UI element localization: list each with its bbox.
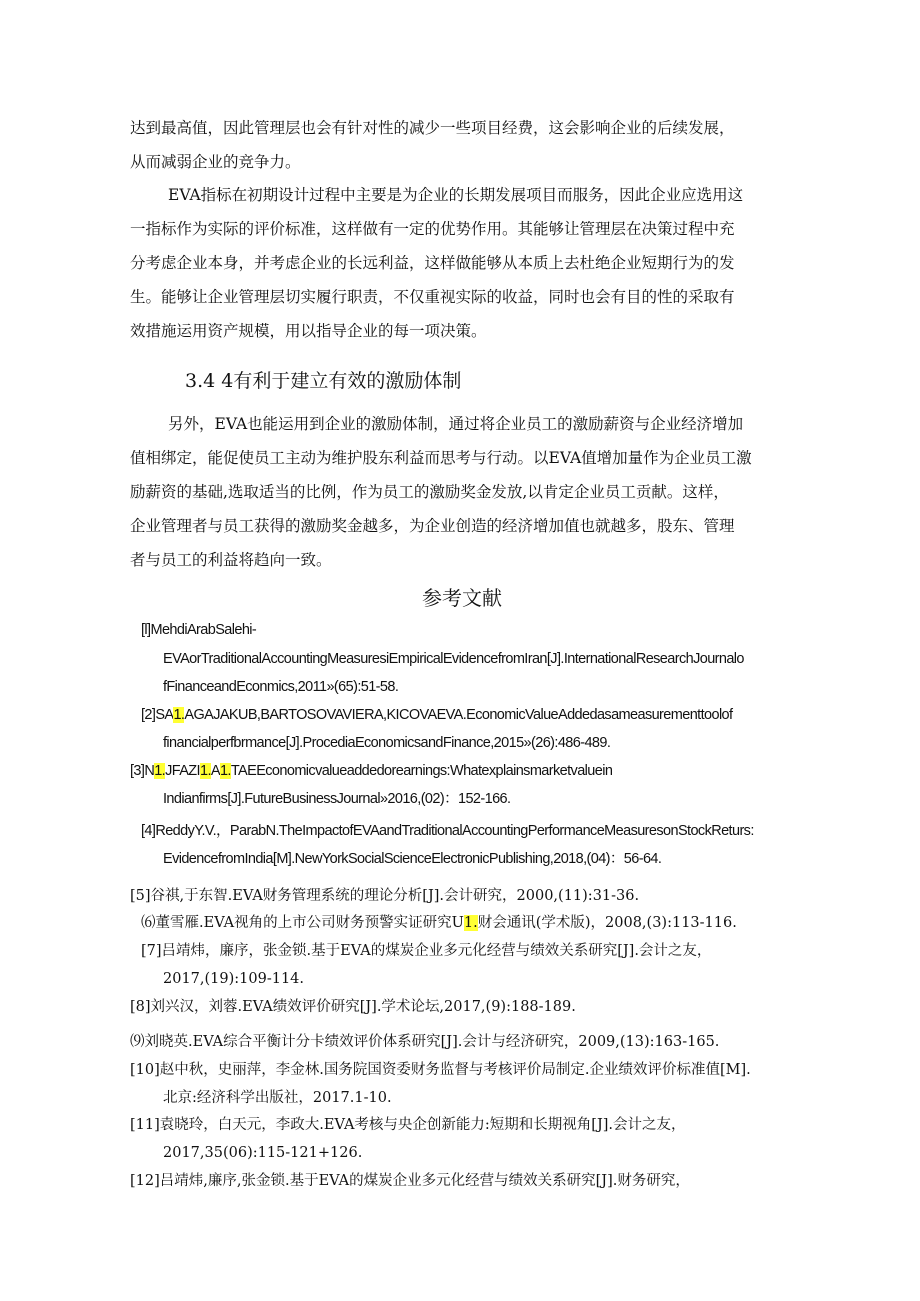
para2-line4: 生。能够让企业管理层切实履行职责，不仅重视实际的收益，同时也会有目的性的采取有 xyxy=(130,288,735,306)
para2-line1: EVA指标在初期设计过程中主要是为企业的长期发展项目而服务，因此企业应选用这 xyxy=(168,186,744,204)
ref1-line1: [l]MehdiArabSalehi- xyxy=(141,622,257,638)
highlight-mark: 1. xyxy=(463,915,478,931)
highlight-mark: 1. xyxy=(219,763,231,779)
section-heading: 3.4 4有利于建立有效的激励体制 xyxy=(185,370,462,392)
ref2-line2: financialperfbrmance[J].ProcediaEconomicsandFinance,2015»(26):486-489. xyxy=(163,735,611,751)
ref3-line2: Indianfirms[J].FutureBusinessJournal»2016,(02)：152-166. xyxy=(163,791,511,807)
ref7-line1: [7]吕靖炜，廉序，张金锁.基于EVA的煤炭企业多元化经营与绩效关系研究[J].会计之友， xyxy=(141,943,712,959)
ref7-line2: 2017,(19):109-114. xyxy=(163,971,305,987)
ref10-line2: 北京:经济科学出版社，2017.1-10. xyxy=(163,1090,392,1106)
references-title: 参考文献 xyxy=(422,586,502,610)
ref4-line2: EvidencefromIndia[M].NewYorkSocialScienceElectronicPublishing,2018,(04)：56-64. xyxy=(163,851,662,867)
ref10-line1: [10]赵中秋，史丽萍，李金林.国务院国资委财务监督与考核评价局制定.企业绩效评价标准值[M]. xyxy=(130,1062,751,1078)
ref6: ⑹董雪雁.EVA视角的上市公司财务预警实证研究U1.财会通讯(学术版)，2008,(3):113-116. xyxy=(141,915,737,931)
ref9: ⑼刘晓英.EVA综合平衡计分卡绩效评价体系研究[J].会计与经济研究，2009,(13):163-165. xyxy=(130,1034,720,1050)
para3-line3: 励薪资的基础,选取适当的比例，作为员工的激励奖金发放,以肯定企业员工贡献。这样， xyxy=(130,483,729,501)
ref12-line1: [12]吕靖炜,廉序,张金锁.基于EVA的煤炭企业多元化经营与绩效关系研究[J].财务研究， xyxy=(130,1173,690,1189)
highlight-mark: 1. xyxy=(199,763,211,779)
para3-line2: 值相绑定，能促使员工主动为维护股东利益而思考与行动。以EVA值增加量作为企业员工激 xyxy=(130,449,752,467)
ref1-line3: fFinanceandEconmics,2011»(65):51-58. xyxy=(163,679,399,695)
para3-line5: 者与员工的利益将趋向一致。 xyxy=(130,551,332,569)
para2-line2: 一指标作为实际的评价标准，这样做有一定的优势作用。其能够让管理层在决策过程中充 xyxy=(130,220,735,238)
para1-line2: 从而减弱企业的竞争力。 xyxy=(130,153,301,171)
para1-line1: 达到最高值，因此管理层也会有针对性的减少一些项目经费，这会影响企业的后续发展， xyxy=(130,119,735,137)
para3-line1: 另外，EVA也能运用到企业的激励体制，通过将企业员工的激励薪资与企业经济增加 xyxy=(168,415,744,433)
para2-line3: 分考虑企业本身，并考虑企业的长远利益，这样做能够从本质上去杜绝企业短期行为的发 xyxy=(130,254,735,272)
ref3-line1: [3]N1.JFAZI1.A1.TAEEconomicvalueaddedorearnings:Whatexplainsmarketvaluein xyxy=(130,763,613,779)
ref5: [5]谷祺,于东智.EVA财务管理系统的理论分析[J].会计研究，2000,(11):31-36. xyxy=(130,888,640,904)
ref8: [8]刘兴汉，刘蓉.EVA绩效评价研究[J].学术论坛,2017,(9):188-189. xyxy=(130,999,576,1015)
ref1-line2: EVAorTraditionalAccountingMeasuresiEmpiricalEvidencefromIran[J].InternationalResearchJournalo xyxy=(163,651,744,667)
ref2-line1: [2]SA1.AGAJAKUB,BARTOSOVAVIERA,KICOVAEVA.EconomicValueAddedasameasurementtoolof xyxy=(141,707,733,723)
highlight-mark: 1. xyxy=(173,707,185,723)
ref4-line1: [4]ReddyY.V.，ParabN.TheImpactofEVAandTraditionalAccountingPerformanceMeasuresonStockReturs: xyxy=(141,823,754,839)
highlight-mark: 1. xyxy=(154,763,166,779)
ref11-line2: 2017,35(06):115-121+126. xyxy=(163,1145,363,1161)
para3-line4: 企业管理者与员工获得的激励奖金越多，为企业创造的经济增加值也就越多，股东、管理 xyxy=(130,517,735,535)
ref11-line1: [11]袁晓玲，白天元，李政大.EVA考核与央企创新能力:短期和长期视角[J].会计之友， xyxy=(130,1117,686,1133)
para2-line5: 效措施运用资产规模，用以指导企业的每一项决策。 xyxy=(130,322,487,340)
